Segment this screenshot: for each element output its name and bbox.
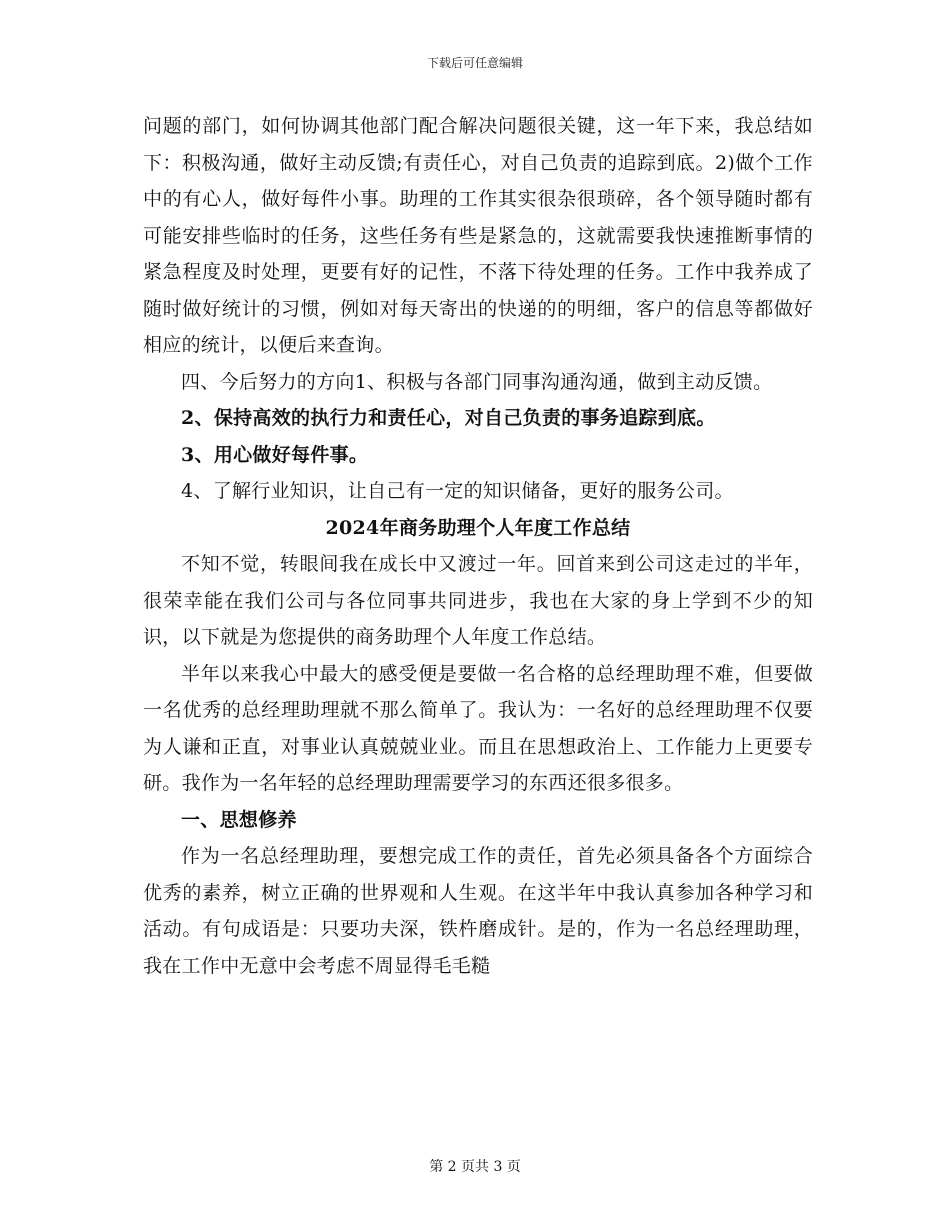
page-footer: 第 2 页共 3 页 xyxy=(429,1159,521,1175)
paragraph-bold: 3、用心做好每件事。 xyxy=(181,443,369,466)
page-header: 下载后可任意编辑 xyxy=(426,56,523,70)
paragraph: 作为一名总经理助理，要想完成工作的责任，首先必须具备各个方面综合优秀的素养，树立正确的世界观和人生观。在这半年中我认真参加各种学习和活动。有句成语是：只要功夫深，铁杵磨成针。是的，作为一名总经理助理，我在工作中无意中会考虑不周显得毛毛糙 xyxy=(143,845,813,977)
section-heading: 一、思想修养 xyxy=(181,808,297,831)
paragraph: 4、了解行业知识，让自己有一定的知识储备，更好的服务公司。 xyxy=(181,480,734,502)
paragraph-bold: 2、保持高效的执行力和责任心，对自己负责的事务追踪到底。 xyxy=(181,407,716,429)
paragraph: 不知不觉，转眼间我在成长中又渡过一年。回首来到公司这走过的半年，很荣幸能在我们公司与各位同事共同进步，我也在大家的身上学到不少的知识，以下就是为您提供的商务助理个人年度工作总结。 xyxy=(143,553,813,648)
section-title: 2024年商务助理个人年度工作总结 xyxy=(325,516,631,539)
document-body xyxy=(143,108,813,984)
paragraph: 四、今后努力的方向1、积极与各部门同事沟通沟通，做到主动反馈。 xyxy=(181,370,773,393)
paragraph: 半年以来我心中最大的感受便是要做一名合格的总经理助理不难，但要做一名优秀的总经理助理就不那么简单了。我认为：一名好的总经理助理不仅要为人谦和正直，对事业认真兢兢业业。而且在思想政治上、工作能力上更要专研。我作为一名年轻的总经理助理需要学习的东西还很多很多。 xyxy=(143,662,813,794)
paragraph: 问题的部门，如何协调其他部门配合解决问题很关键，这一年下来，我总结如下：积极沟通，做好主动反馈;有责任心，对自己负责的追踪到底。2)做个工作中的有心人，做好每件小事。助理的工作其实很杂很琐碎，各个领导随时都有可能安排些临时的任务，这些任务有些是紧急的，这就需要我快速推断事情的紧急程度及时处理，更要有好的记性，不落下待处理的任务。工作中我养成了随时做好统计的习惯，例如对每天寄出的快递的的明细，客户的信息等都做好相应的统计，以便后来查询。 xyxy=(143,115,813,356)
